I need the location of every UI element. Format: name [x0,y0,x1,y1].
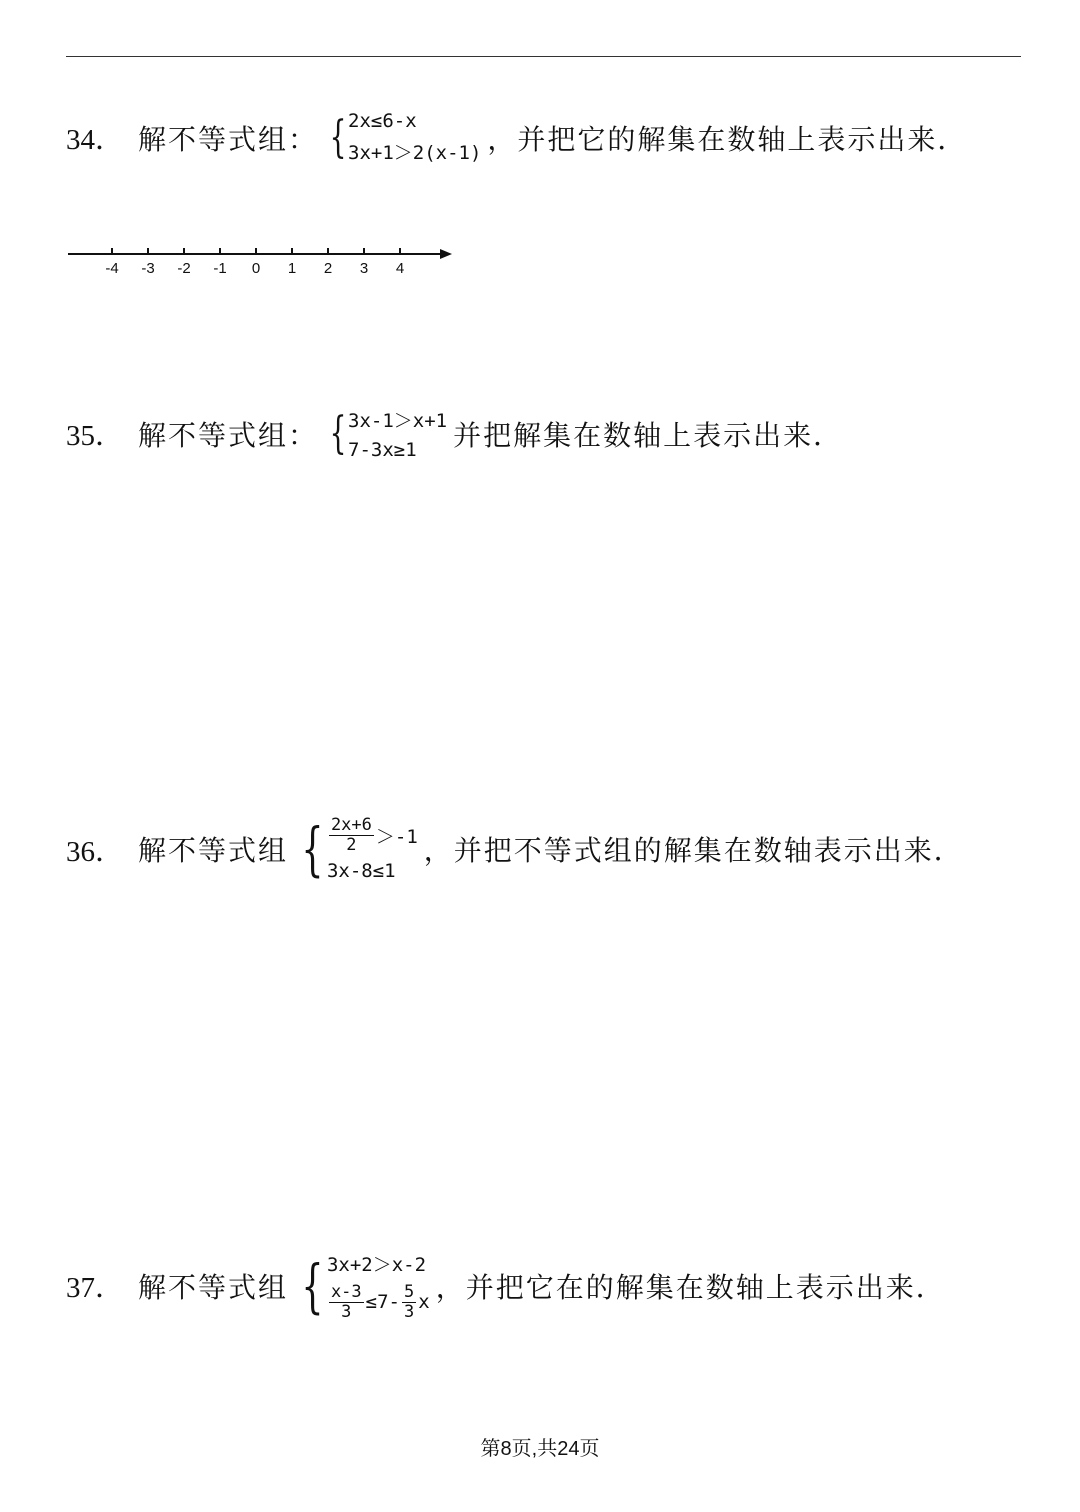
inequality-line: 7-3x≥1 [348,439,417,461]
number-line [66,238,466,282]
fraction [402,1283,416,1321]
problem-34 [66,110,967,165]
problem-36 [66,816,964,882]
problem-instruction: 并把解集在数轴上表示出来． [453,418,844,452]
problem-number: 37． [66,1272,125,1305]
tick-label: -4 [105,260,119,277]
problem-35 [66,406,843,461]
fraction-numerator: 5 [403,1282,415,1302]
inequality-middle: ≤7- [365,1291,400,1314]
tick-label: 1 [287,260,297,277]
tick-label: 0 [251,260,261,277]
fraction-denominator: 3 [341,1301,352,1322]
problem-label: 解不等式组 [138,834,289,868]
brace-icon: { [329,407,347,459]
inequality-rest: ＞-1 [375,825,418,848]
fraction [329,1283,364,1321]
arrow-icon [440,249,452,259]
fraction-numerator: x-3 [330,1282,362,1302]
problem-instruction: ，并把它在的解集在数轴上表示出来． [435,1270,946,1304]
problem-label: 解不等式组： [138,122,319,156]
inequality-tail: x [418,1291,430,1314]
tick-label: 3 [359,260,369,277]
problem-instruction: ，并把不等式组的解集在数轴表示出来． [423,834,964,868]
tick-label: -2 [177,260,191,277]
inequality-line: 3x+2＞x-2 [326,1254,427,1276]
brace-icon: { [301,1251,324,1320]
inequality-system [294,1250,430,1321]
top-rule [66,56,1021,57]
problem-number: 34． [66,124,125,156]
problem-label: 解不等式组 [138,1270,289,1304]
brace-icon: { [329,111,347,163]
page-footer: 第8页,共24页 [480,1438,600,1460]
inequality-system [324,110,481,165]
inequality-line: 2x≤6-x [348,110,417,132]
tick-label: -1 [213,260,227,277]
inequality-system [324,406,447,461]
fraction-denominator: 3 [403,1301,415,1322]
inequality-line: 3x-1＞x+1 [348,410,448,432]
inequality-system [294,816,418,882]
problem-37 [66,1250,946,1321]
problem-number: 36． [66,835,125,868]
problem-label: 解不等式组： [138,418,319,452]
fraction-denominator: 2 [346,834,357,855]
problem-instruction: ，并把它的解集在数轴上表示出来． [487,122,968,156]
tick-label: 4 [395,260,405,277]
brace-icon: { [301,815,324,884]
tick-label: -3 [141,260,155,277]
tick-label: 2 [323,260,333,277]
problem-number: 35． [66,420,125,452]
inequality-line [327,1283,430,1321]
inequality-line [327,816,418,854]
inequality-line: 3x-8≤1 [326,860,396,883]
inequality-line: 3x+1＞2(x-1) [348,142,482,164]
fraction-numerator: 2x+6 [330,815,372,835]
fraction [329,816,374,854]
